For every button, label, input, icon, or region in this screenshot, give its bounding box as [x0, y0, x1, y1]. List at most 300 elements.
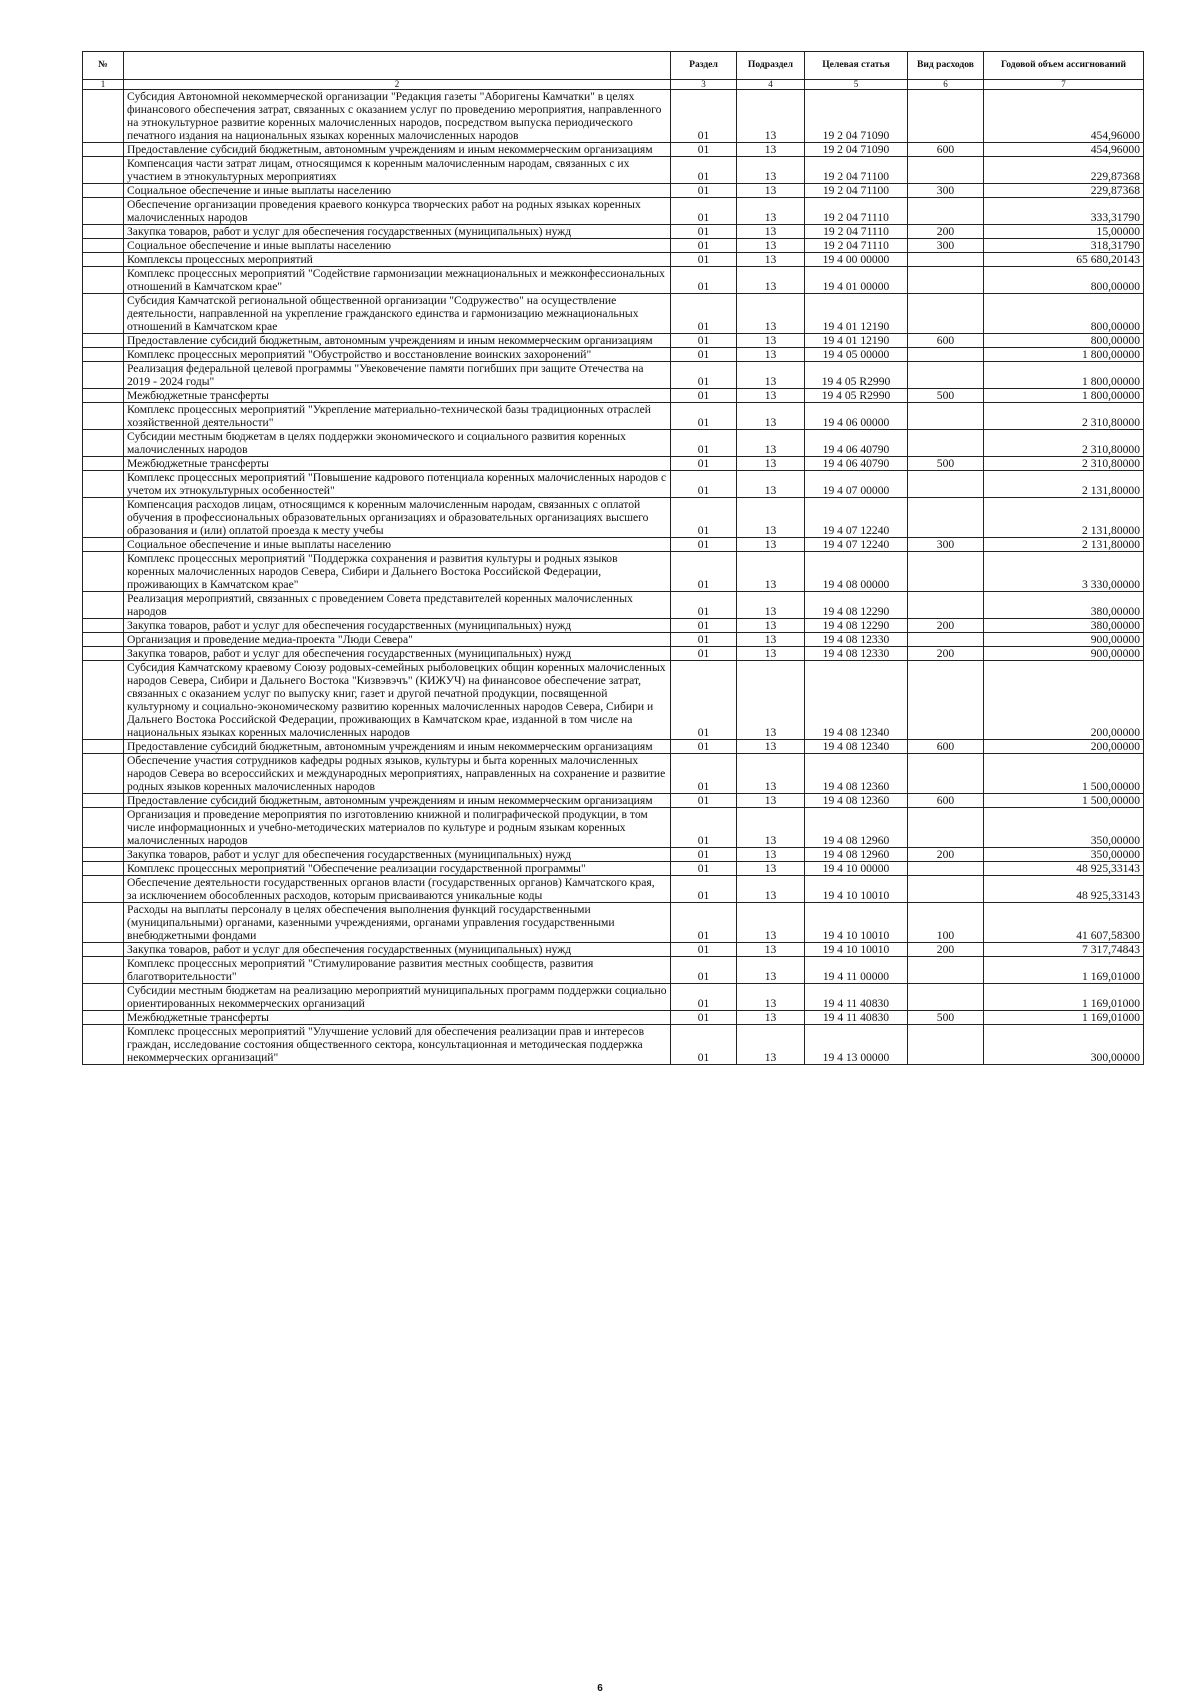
header-razdel: Раздел: [671, 52, 737, 80]
row-target-article-cell: 19 4 08 12290: [805, 619, 908, 633]
row-expense-type-cell: [908, 471, 984, 498]
row-expense-type-cell: [908, 661, 984, 740]
table-row: [83, 808, 1144, 848]
column-number: 2: [124, 80, 671, 90]
row-amount-cell: 900,00000: [984, 633, 1144, 647]
row-razdel-cell: 01: [671, 538, 737, 552]
row-target-article-cell: 19 2 04 71100: [805, 157, 908, 184]
row-target-article-cell: 19 4 06 40790: [805, 457, 908, 471]
row-podrazdel-cell: 13: [737, 740, 805, 754]
row-podrazdel-cell: 13: [737, 808, 805, 848]
row-razdel-cell: 01: [671, 348, 737, 362]
row-number-cell: [83, 943, 124, 957]
row-expense-type-cell: 600: [908, 794, 984, 808]
row-name-cell: Закупка товаров, работ и услуг для обеспечения государственных (муниципальных) нужд: [124, 848, 671, 862]
row-target-article-cell: 19 4 07 12240: [805, 538, 908, 552]
row-podrazdel-cell: 13: [737, 184, 805, 198]
table-row: [83, 661, 1144, 740]
row-name-cell: Комплекс процессных мероприятий "Содействие гармонизации межнациональных и межконфессиональных отношений в Камчатском крае": [124, 267, 671, 294]
row-target-article-cell: 19 4 08 12330: [805, 647, 908, 661]
row-razdel-cell: 01: [671, 430, 737, 457]
row-razdel-cell: 01: [671, 740, 737, 754]
row-podrazdel-cell: 13: [737, 876, 805, 903]
column-number: 7: [984, 80, 1144, 90]
row-target-article-cell: 19 4 08 12340: [805, 661, 908, 740]
row-number-cell: [83, 957, 124, 984]
row-podrazdel-cell: 13: [737, 239, 805, 253]
header-podrazdel: Подраздел: [737, 52, 805, 80]
row-razdel-cell: 01: [671, 198, 737, 225]
row-target-article-cell: 19 4 11 40830: [805, 1011, 908, 1025]
row-name-cell: Предоставление субсидий бюджетным, автономным учреждениям и иным некоммерческим организациям: [124, 143, 671, 157]
row-name-cell: Реализация мероприятий, связанных с проведением Совета представителей коренных малочисленных народов: [124, 592, 671, 619]
row-number-cell: [83, 403, 124, 430]
row-podrazdel-cell: 13: [737, 143, 805, 157]
table-row: [83, 794, 1144, 808]
row-podrazdel-cell: 13: [737, 619, 805, 633]
row-number-cell: [83, 267, 124, 294]
row-name-cell: Закупка товаров, работ и услуг для обеспечения государственных (муниципальных) нужд: [124, 647, 671, 661]
row-expense-type-cell: [908, 957, 984, 984]
row-razdel-cell: 01: [671, 1011, 737, 1025]
row-razdel-cell: 01: [671, 647, 737, 661]
row-target-article-cell: 19 4 11 40830: [805, 984, 908, 1011]
row-expense-type-cell: [908, 90, 984, 143]
row-razdel-cell: 01: [671, 754, 737, 794]
row-name-cell: Межбюджетные трансферты: [124, 457, 671, 471]
row-amount-cell: 800,00000: [984, 334, 1144, 348]
row-razdel-cell: 01: [671, 903, 737, 943]
row-target-article-cell: 19 4 10 10010: [805, 903, 908, 943]
budget-table: [82, 51, 1144, 1065]
row-amount-cell: 333,31790: [984, 198, 1144, 225]
column-number: 4: [737, 80, 805, 90]
row-podrazdel-cell: 13: [737, 552, 805, 592]
row-number-cell: [83, 253, 124, 267]
row-podrazdel-cell: 13: [737, 198, 805, 225]
row-amount-cell: 1 169,01000: [984, 984, 1144, 1011]
row-number-cell: [83, 754, 124, 794]
table-row: [83, 267, 1144, 294]
row-podrazdel-cell: 13: [737, 1011, 805, 1025]
row-podrazdel-cell: 13: [737, 754, 805, 794]
table-row: [83, 457, 1144, 471]
row-podrazdel-cell: 13: [737, 498, 805, 538]
row-target-article-cell: 19 4 08 12340: [805, 740, 908, 754]
column-number: 6: [908, 80, 984, 90]
row-podrazdel-cell: 13: [737, 90, 805, 143]
row-number-cell: [83, 430, 124, 457]
row-amount-cell: 454,96000: [984, 90, 1144, 143]
row-podrazdel-cell: 13: [737, 403, 805, 430]
row-name-cell: Реализация федеральной целевой программы "Увековечение памяти погибших при защите Отечества на 2019 - 2024 годы": [124, 362, 671, 389]
row-name-cell: Комплекс процессных мероприятий "Укрепление материально-технической базы традиционных отраслей хозяйственной деятельности": [124, 403, 671, 430]
table-row: [83, 848, 1144, 862]
row-name-cell: Комплекс процессных мероприятий "Стимулирование развития местных сообществ, развития благотворительности": [124, 957, 671, 984]
table-row: [83, 253, 1144, 267]
row-expense-type-cell: [908, 808, 984, 848]
row-target-article-cell: 19 4 01 00000: [805, 267, 908, 294]
row-name-cell: Социальное обеспечение и иные выплаты населению: [124, 184, 671, 198]
table-row: [83, 294, 1144, 334]
row-amount-cell: 1 169,01000: [984, 1011, 1144, 1025]
table-row: [83, 90, 1144, 143]
row-number-cell: [83, 294, 124, 334]
row-podrazdel-cell: 13: [737, 592, 805, 619]
row-expense-type-cell: [908, 754, 984, 794]
row-amount-cell: 454,96000: [984, 143, 1144, 157]
row-podrazdel-cell: 13: [737, 267, 805, 294]
row-name-cell: Межбюджетные трансферты: [124, 1011, 671, 1025]
table-body: [83, 90, 1144, 1065]
row-target-article-cell: 19 4 13 00000: [805, 1025, 908, 1065]
row-number-cell: [83, 876, 124, 903]
table-row: [83, 184, 1144, 198]
table-row: [83, 362, 1144, 389]
row-name-cell: Комплекс процессных мероприятий "Улучшение условий для обеспечения реализации прав и интересов граждан, исследование состояния общественного сектора, консультационная и методическая поддержка некоммерческих организаций": [124, 1025, 671, 1065]
column-number: 3: [671, 80, 737, 90]
row-podrazdel-cell: 13: [737, 471, 805, 498]
row-amount-cell: 300,00000: [984, 1025, 1144, 1065]
row-target-article-cell: 19 4 10 10010: [805, 943, 908, 957]
row-razdel-cell: 01: [671, 943, 737, 957]
row-podrazdel-cell: 13: [737, 348, 805, 362]
row-amount-cell: 200,00000: [984, 661, 1144, 740]
row-expense-type-cell: [908, 552, 984, 592]
row-number-cell: [83, 552, 124, 592]
row-podrazdel-cell: 13: [737, 903, 805, 943]
row-expense-type-cell: [908, 430, 984, 457]
row-number-cell: [83, 362, 124, 389]
row-target-article-cell: 19 4 01 12190: [805, 294, 908, 334]
row-expense-type-cell: [908, 267, 984, 294]
row-podrazdel-cell: 13: [737, 633, 805, 647]
row-amount-cell: 229,87368: [984, 157, 1144, 184]
table-row: [83, 943, 1144, 957]
row-expense-type-cell: [908, 403, 984, 430]
row-expense-type-cell: 600: [908, 143, 984, 157]
row-number-cell: [83, 538, 124, 552]
row-number-cell: [83, 647, 124, 661]
row-name-cell: Предоставление субсидий бюджетным, автономным учреждениям и иным некоммерческим организациям: [124, 334, 671, 348]
row-name-cell: Компенсация части затрат лицам, относящимся к коренным малочисленным народам, связанных с их участием в этнокультурных мероприятиях: [124, 157, 671, 184]
table-row: [83, 1025, 1144, 1065]
row-number-cell: [83, 848, 124, 862]
row-podrazdel-cell: 13: [737, 862, 805, 876]
row-name-cell: Субсидия Автономной некоммерческой организации "Редакция газеты "Аборигены Камчатки" в целях финансового обеспечения затрат, связанных с оказанием услуг по проведению мероприятия, направленного на этнокультурное развитие коренных малочисленных народов, посредством выпуска периодического печатного издания на национальных языках коренных малочисленных народов: [124, 90, 671, 143]
row-number-cell: [83, 740, 124, 754]
row-razdel-cell: 01: [671, 794, 737, 808]
row-name-cell: Предоставление субсидий бюджетным, автономным учреждениям и иным некоммерческим организациям: [124, 740, 671, 754]
table-row: [83, 740, 1144, 754]
row-razdel-cell: 01: [671, 362, 737, 389]
row-razdel-cell: 01: [671, 225, 737, 239]
row-amount-cell: 7 317,74843: [984, 943, 1144, 957]
row-podrazdel-cell: 13: [737, 661, 805, 740]
row-target-article-cell: 19 4 05 00000: [805, 348, 908, 362]
row-expense-type-cell: 200: [908, 943, 984, 957]
row-amount-cell: 380,00000: [984, 592, 1144, 619]
table-row: [83, 198, 1144, 225]
row-razdel-cell: 01: [671, 984, 737, 1011]
table-row: [83, 647, 1144, 661]
row-expense-type-cell: 600: [908, 740, 984, 754]
row-target-article-cell: 19 4 08 12960: [805, 808, 908, 848]
table-row: [83, 876, 1144, 903]
row-expense-type-cell: 200: [908, 848, 984, 862]
row-target-article-cell: 19 2 04 71110: [805, 225, 908, 239]
row-name-cell: Комплекс процессных мероприятий "Обустройство и восстановление воинских захоронений": [124, 348, 671, 362]
row-podrazdel-cell: 13: [737, 943, 805, 957]
row-target-article-cell: 19 4 01 12190: [805, 334, 908, 348]
row-amount-cell: 900,00000: [984, 647, 1144, 661]
row-amount-cell: 2 310,80000: [984, 403, 1144, 430]
table-row: [83, 403, 1144, 430]
row-expense-type-cell: 500: [908, 457, 984, 471]
table-row: [83, 430, 1144, 457]
row-razdel-cell: 01: [671, 334, 737, 348]
row-expense-type-cell: [908, 198, 984, 225]
row-razdel-cell: 01: [671, 184, 737, 198]
row-number-cell: [83, 143, 124, 157]
row-name-cell: Комплекс процессных мероприятий "Обеспечение реализации государственной программы": [124, 862, 671, 876]
row-expense-type-cell: 300: [908, 184, 984, 198]
row-amount-cell: 318,31790: [984, 239, 1144, 253]
table-row: [83, 862, 1144, 876]
row-amount-cell: 3 330,00000: [984, 552, 1144, 592]
row-razdel-cell: 01: [671, 619, 737, 633]
table-row: [83, 903, 1144, 943]
row-target-article-cell: 19 4 08 12330: [805, 633, 908, 647]
row-expense-type-cell: 100: [908, 903, 984, 943]
table-header-row: [83, 52, 1144, 80]
row-podrazdel-cell: 13: [737, 225, 805, 239]
row-expense-type-cell: 500: [908, 389, 984, 403]
row-podrazdel-cell: 13: [737, 647, 805, 661]
row-expense-type-cell: [908, 362, 984, 389]
table-row: [83, 239, 1144, 253]
row-name-cell: Субсидия Камчатскому краевому Союзу родовых-семейных рыболовецких общин коренных малочисленных народов Севера, Сибири и Дальнего Востока "Кизвэвэчъ" (КИЖУЧ) на финансовое обеспечение затрат, связанных с оказанием услуг по выпуску книг, газет и другой печатной продукции, посвященной культурному и социально-экономическому развитию коренных малочисленных народов Севера, Сибири и Дальнего Востока Российской Федерации, проживающих в Камчатском крае, изданной в том числе на национальных языках коренных малочисленных народов: [124, 661, 671, 740]
row-expense-type-cell: 200: [908, 225, 984, 239]
row-razdel-cell: 01: [671, 143, 737, 157]
row-razdel-cell: 01: [671, 1025, 737, 1065]
row-target-article-cell: 19 4 10 10010: [805, 876, 908, 903]
row-name-cell: Закупка товаров, работ и услуг для обеспечения государственных (муниципальных) нужд: [124, 225, 671, 239]
row-number-cell: [83, 808, 124, 848]
row-podrazdel-cell: 13: [737, 984, 805, 1011]
row-amount-cell: 1 500,00000: [984, 794, 1144, 808]
table-row: [83, 619, 1144, 633]
header-num: №: [83, 52, 124, 80]
column-number-row: [83, 80, 1144, 90]
row-number-cell: [83, 225, 124, 239]
table-row: [83, 348, 1144, 362]
row-amount-cell: 1 169,01000: [984, 957, 1144, 984]
row-amount-cell: 229,87368: [984, 184, 1144, 198]
row-amount-cell: 380,00000: [984, 619, 1144, 633]
row-expense-type-cell: [908, 294, 984, 334]
row-razdel-cell: 01: [671, 90, 737, 143]
row-name-cell: Обеспечение участия сотрудников кафедры родных языков, культуры и быта коренных малочисленных народов Севера во всероссийских и международных мероприятиях, направленных на сохранение и развитие родных языков коренных малочисленных народов: [124, 754, 671, 794]
row-expense-type-cell: 200: [908, 619, 984, 633]
table-row: [83, 538, 1144, 552]
row-target-article-cell: 19 4 08 12960: [805, 848, 908, 862]
row-target-article-cell: 19 4 06 00000: [805, 403, 908, 430]
header-target-article: Целевая статья: [805, 52, 908, 80]
row-podrazdel-cell: 13: [737, 1025, 805, 1065]
row-name-cell: Субсидия Камчатской региональной общественной организации "Содружество" на осуществление деятельности, направленной на укрепление гражданского единства и гармонизацию межнациональных отношений в Камчатском крае: [124, 294, 671, 334]
row-razdel-cell: 01: [671, 389, 737, 403]
row-target-article-cell: 19 4 07 12240: [805, 498, 908, 538]
row-name-cell: Расходы на выплаты персоналу в целях обеспечения выполнения функций государственными (муниципальными) органами, казенными учреждениями, органами управления государственными внебюджетными фондами: [124, 903, 671, 943]
row-razdel-cell: 01: [671, 592, 737, 619]
row-razdel-cell: 01: [671, 498, 737, 538]
row-name-cell: Обеспечение организации проведения краевого конкурса творческих работ на родных языках коренных малочисленных народов: [124, 198, 671, 225]
header-name: [124, 52, 671, 80]
row-expense-type-cell: [908, 157, 984, 184]
row-expense-type-cell: 200: [908, 647, 984, 661]
row-target-article-cell: 19 4 08 12360: [805, 794, 908, 808]
row-number-cell: [83, 903, 124, 943]
row-target-article-cell: 19 4 10 00000: [805, 862, 908, 876]
row-expense-type-cell: [908, 348, 984, 362]
column-number: 1: [83, 80, 124, 90]
row-expense-type-cell: [908, 633, 984, 647]
row-razdel-cell: 01: [671, 808, 737, 848]
row-expense-type-cell: [908, 1025, 984, 1065]
row-razdel-cell: 01: [671, 862, 737, 876]
row-razdel-cell: 01: [671, 876, 737, 903]
row-amount-cell: 1 500,00000: [984, 754, 1144, 794]
row-name-cell: Закупка товаров, работ и услуг для обеспечения государственных (муниципальных) нужд: [124, 619, 671, 633]
row-podrazdel-cell: 13: [737, 334, 805, 348]
row-number-cell: [83, 334, 124, 348]
row-podrazdel-cell: 13: [737, 157, 805, 184]
row-name-cell: Субсидии местным бюджетам на реализацию мероприятий муниципальных программ поддержки социально ориентированных некоммерческих организаций: [124, 984, 671, 1011]
row-expense-type-cell: 300: [908, 239, 984, 253]
row-razdel-cell: 01: [671, 157, 737, 184]
row-expense-type-cell: 300: [908, 538, 984, 552]
row-target-article-cell: 19 4 05 R2990: [805, 362, 908, 389]
table-row: [83, 498, 1144, 538]
row-target-article-cell: 19 4 05 R2990: [805, 389, 908, 403]
row-number-cell: [83, 1025, 124, 1065]
row-number-cell: [83, 984, 124, 1011]
row-razdel-cell: 01: [671, 552, 737, 592]
header-annual-amount: Годовой объем ассигнований: [984, 52, 1144, 80]
row-target-article-cell: 19 4 00 00000: [805, 253, 908, 267]
row-amount-cell: 2 131,80000: [984, 498, 1144, 538]
row-podrazdel-cell: 13: [737, 957, 805, 984]
row-target-article-cell: 19 2 04 71100: [805, 184, 908, 198]
table-row: [83, 592, 1144, 619]
row-number-cell: [83, 457, 124, 471]
row-expense-type-cell: [908, 876, 984, 903]
row-amount-cell: 2 310,80000: [984, 430, 1144, 457]
row-name-cell: Закупка товаров, работ и услуг для обеспечения государственных (муниципальных) нужд: [124, 943, 671, 957]
row-podrazdel-cell: 13: [737, 794, 805, 808]
row-expense-type-cell: 600: [908, 334, 984, 348]
row-amount-cell: 15,00000: [984, 225, 1144, 239]
row-razdel-cell: 01: [671, 294, 737, 334]
table-row: [83, 957, 1144, 984]
table-row: [83, 389, 1144, 403]
row-razdel-cell: 01: [671, 848, 737, 862]
row-name-cell: Организация и проведение мероприятия по изготовлению книжной и полиграфической продукции, в том числе информационных и учебно-методических материалов по культуре и родным языкам коренных малочисленных народов: [124, 808, 671, 848]
row-podrazdel-cell: 13: [737, 294, 805, 334]
row-target-article-cell: 19 4 11 00000: [805, 957, 908, 984]
row-podrazdel-cell: 13: [737, 389, 805, 403]
row-name-cell: Предоставление субсидий бюджетным, автономным учреждениям и иным некоммерческим организациям: [124, 794, 671, 808]
row-amount-cell: 48 925,33143: [984, 876, 1144, 903]
page-number: 6: [597, 1683, 603, 1694]
row-target-article-cell: 19 2 04 71110: [805, 239, 908, 253]
table-row: [83, 754, 1144, 794]
row-name-cell: Комплексы процессных мероприятий: [124, 253, 671, 267]
row-amount-cell: 1 800,00000: [984, 389, 1144, 403]
column-number: 5: [805, 80, 908, 90]
row-expense-type-cell: [908, 253, 984, 267]
row-number-cell: [83, 862, 124, 876]
row-razdel-cell: 01: [671, 267, 737, 294]
table-row: [83, 1011, 1144, 1025]
row-name-cell: Социальное обеспечение и иные выплаты населению: [124, 538, 671, 552]
row-number-cell: [83, 348, 124, 362]
table-row: [83, 552, 1144, 592]
row-expense-type-cell: 500: [908, 1011, 984, 1025]
row-name-cell: Обеспечение деятельности государственных органов власти (государственных органов) Камчатского края, за исключением обособленных расходов, которым присваиваются уникальные коды: [124, 876, 671, 903]
row-name-cell: Организация и проведение медиа-проекта "Люди Севера": [124, 633, 671, 647]
row-amount-cell: 2 310,80000: [984, 457, 1144, 471]
row-name-cell: Комплекс процессных мероприятий "Повышение кадрового потенциала коренных малочисленных народов с учетом их этнокультурных особенностей": [124, 471, 671, 498]
row-number-cell: [83, 619, 124, 633]
row-razdel-cell: 01: [671, 457, 737, 471]
table-row: [83, 471, 1144, 498]
row-podrazdel-cell: 13: [737, 457, 805, 471]
row-target-article-cell: 19 2 04 71090: [805, 90, 908, 143]
row-number-cell: [83, 198, 124, 225]
row-target-article-cell: 19 2 04 71110: [805, 198, 908, 225]
row-expense-type-cell: [908, 984, 984, 1011]
row-expense-type-cell: [908, 592, 984, 619]
header-expense-type: Вид расходов: [908, 52, 984, 80]
row-number-cell: [83, 633, 124, 647]
row-target-article-cell: 19 4 06 40790: [805, 430, 908, 457]
row-razdel-cell: 01: [671, 661, 737, 740]
row-target-article-cell: 19 2 04 71090: [805, 143, 908, 157]
row-amount-cell: 350,00000: [984, 848, 1144, 862]
row-amount-cell: 2 131,80000: [984, 471, 1144, 498]
row-number-cell: [83, 1011, 124, 1025]
table-row: [83, 334, 1144, 348]
table-row: [83, 984, 1144, 1011]
row-target-article-cell: 19 4 08 00000: [805, 552, 908, 592]
row-number-cell: [83, 661, 124, 740]
row-razdel-cell: 01: [671, 253, 737, 267]
row-razdel-cell: 01: [671, 471, 737, 498]
row-razdel-cell: 01: [671, 403, 737, 430]
row-name-cell: Комплекс процессных мероприятий "Поддержка сохранения и развития культуры и родных языков коренных малочисленных народов Севера, Сибири и Дальнего Востока Российской Федерации, проживающих в Камчатском крае": [124, 552, 671, 592]
row-razdel-cell: 01: [671, 957, 737, 984]
row-number-cell: [83, 184, 124, 198]
row-expense-type-cell: [908, 862, 984, 876]
row-number-cell: [83, 90, 124, 143]
table-row: [83, 157, 1144, 184]
table-row: [83, 225, 1144, 239]
table-row: [83, 143, 1144, 157]
row-amount-cell: 48 925,33143: [984, 862, 1144, 876]
row-name-cell: Межбюджетные трансферты: [124, 389, 671, 403]
